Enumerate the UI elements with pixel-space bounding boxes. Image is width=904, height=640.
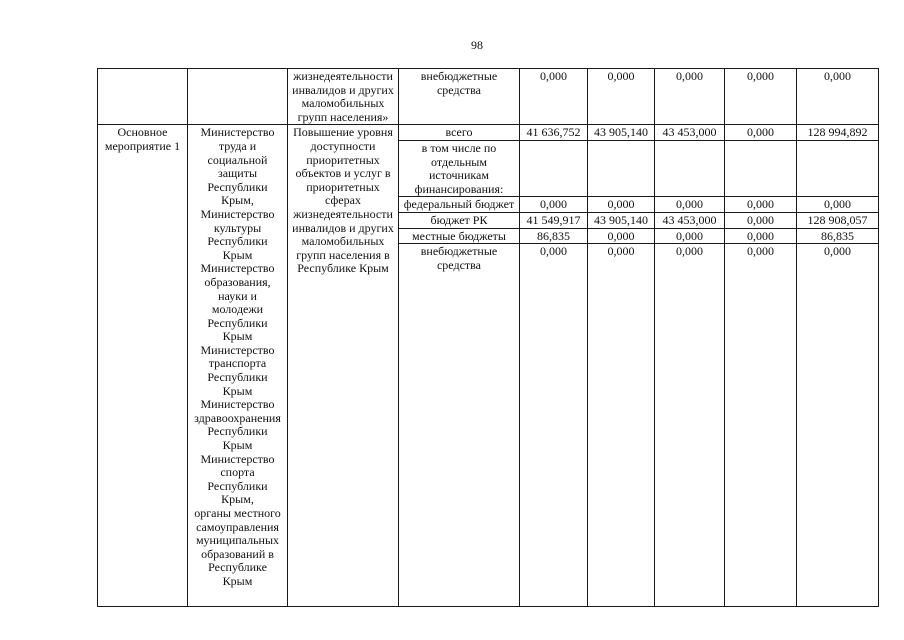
value-cell: 0,000 — [725, 212, 797, 228]
funding-source-cell: внебюджетные средства — [399, 244, 520, 607]
value-cell: 0,000 — [797, 197, 879, 213]
value-cell: 128 994,892 — [797, 125, 879, 141]
value-cell: 0,000 — [655, 228, 725, 244]
value-cell: 0,000 — [655, 197, 725, 213]
value-cell: 0,000 — [725, 197, 797, 213]
event-label-cell: Основное мероприятие 1 — [98, 125, 188, 607]
description-cell: жизнедеятельности инвалидов и других маломобильных групп населения» — [288, 69, 399, 125]
value-cell — [797, 140, 879, 196]
funding-table — [97, 68, 879, 607]
description-cell: Повышение уровня доступности приоритетных объектов и услуг в приоритетных сферах жизнедеятельности инвалидов и других маломобильных групп населения в Республике Крым — [288, 125, 399, 607]
funding-source-cell: всего — [399, 125, 520, 141]
value-cell: 41 549,917 — [520, 212, 588, 228]
funding-source-cell: местные бюджеты — [399, 228, 520, 244]
funding-source-cell: федеральный бюджет — [399, 197, 520, 213]
funding-source-cell: в том числе по отдельным источникам финансирования: — [399, 140, 520, 196]
value-cell: 0,000 — [797, 69, 879, 125]
value-cell: 43 905,140 — [588, 212, 655, 228]
value-cell — [520, 140, 588, 196]
value-cell: 0,000 — [797, 244, 879, 607]
value-cell: 0,000 — [520, 244, 588, 607]
value-cell: 43 905,140 — [588, 125, 655, 141]
value-cell: 0,000 — [588, 244, 655, 607]
value-cell: 0,000 — [725, 125, 797, 141]
value-cell: 43 453,000 — [655, 212, 725, 228]
executors-cell: Министерство труда и социальной защиты Республики Крым, Министерство культуры Республики Крым Министерство образования, науки и молодежи Республики Крым Министерство транспорта Республики Крым Министерство здравоохранения Республики Крым Министерство спорта Республики Крым, органы местного самоуправления муниципальных образований в Республике Крым — [188, 125, 288, 607]
executors-cell — [188, 69, 288, 125]
value-cell: 128 908,057 — [797, 212, 879, 228]
value-cell: 0,000 — [520, 197, 588, 213]
value-cell: 0,000 — [725, 244, 797, 607]
value-cell: 43 453,000 — [655, 125, 725, 141]
value-cell: 0,000 — [588, 69, 655, 125]
value-cell: 86,835 — [797, 228, 879, 244]
value-cell — [588, 140, 655, 196]
value-cell: 0,000 — [725, 69, 797, 125]
page-number: 98 — [471, 38, 483, 52]
table-row — [98, 69, 879, 125]
value-cell — [725, 140, 797, 196]
value-cell: 41 636,752 — [520, 125, 588, 141]
value-cell: 0,000 — [520, 69, 588, 125]
value-cell — [655, 140, 725, 196]
funding-source-cell: бюджет РК — [399, 212, 520, 228]
value-cell: 86,835 — [520, 228, 588, 244]
value-cell: 0,000 — [725, 228, 797, 244]
value-cell: 0,000 — [655, 69, 725, 125]
value-cell: 0,000 — [588, 228, 655, 244]
value-cell: 0,000 — [655, 244, 725, 607]
funding-source-cell: внебюджетные средства — [399, 69, 520, 125]
event-cell — [98, 69, 188, 125]
table-row — [98, 125, 879, 141]
value-cell: 0,000 — [588, 197, 655, 213]
